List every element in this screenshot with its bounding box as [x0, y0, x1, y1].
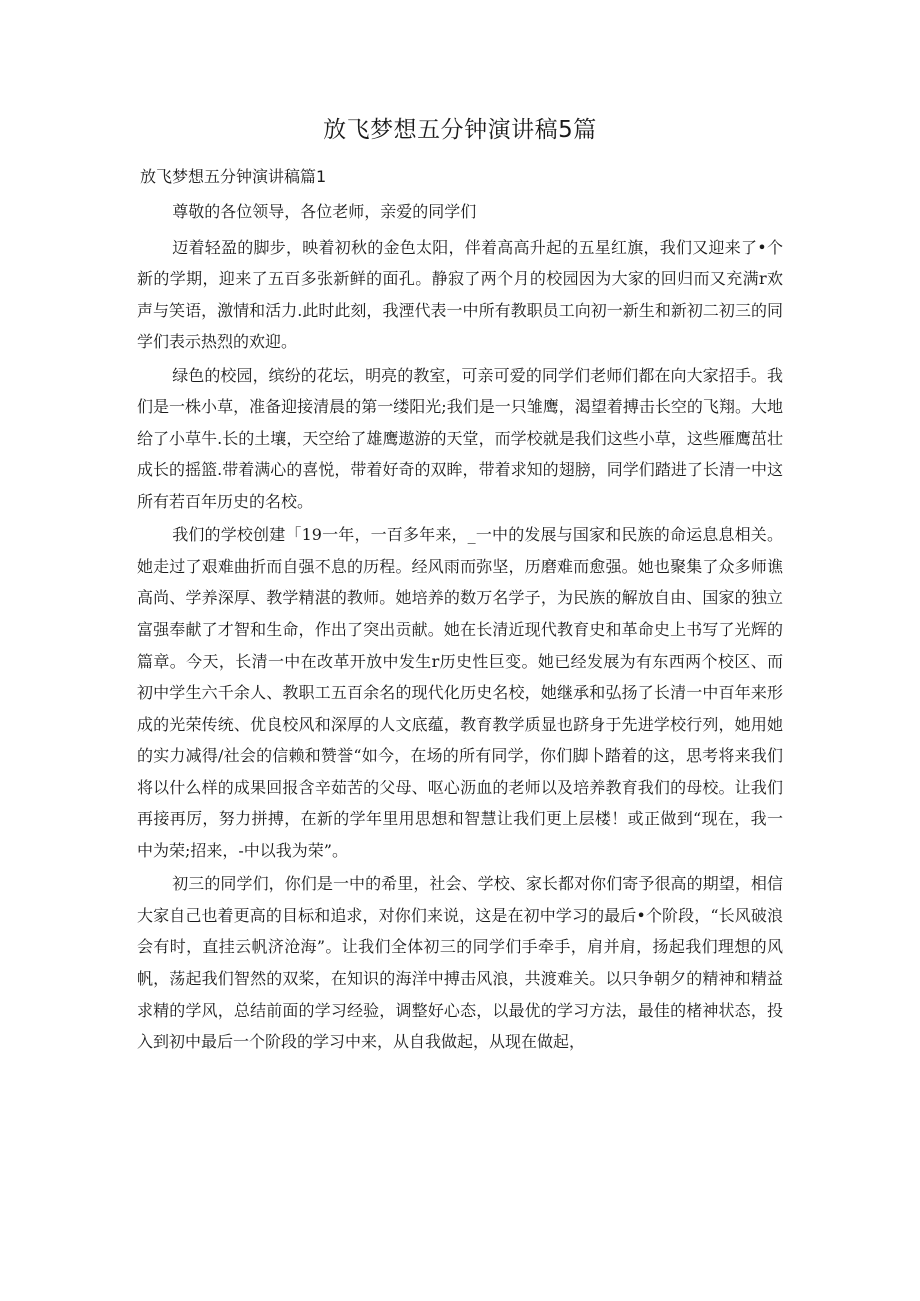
body-paragraph: 迈着轻盈的脚步，映着初秋的金色太阳，伴着高高升起的五星红旗，我们又迎来了•个新的学期，迎来了五百多张新鲜的面孔。静寂了两个月的校园因为大家的回归而又充满r欢声与笑语，激情和活力.此时此刻，我湮代表一中所有教职员工向初一新生和新初二初三的同学们表示热烈的欢迎。	[137, 237, 783, 352]
document-body	[137, 196, 783, 1059]
salutation-paragraph: 尊敬的各位领导，各位老师，亲爱的同学们	[172, 202, 477, 221]
section-heading: 放飞梦想五分钟演讲稿篇1	[140, 167, 327, 186]
body-paragraph: 绿色的校园，缤纷的花坛，明亮的教室，可亲可爱的同学们老师们都在向大家招手。我们是一株小草，准备迎接清晨的第一缕阳光;我们是一只雏鹰，渴望着搏击长空的飞翔。大地给了小草牛.长的土壤，天空给了雄鹰遨游的天堂，而学校就是我们这些小草，这些雁鹰茁壮成长的摇篮.带着满心的喜悦，带着好奇的双眸，带着求知的翅膀，同学们踏进了长清一中这所有若百年历史的名校。	[137, 365, 783, 511]
body-paragraph: 初三的同学们，你们是一中的希里，社会、学校、家长都对你们寄予很高的期望，相信大家自己也着更高的目标和追求，对你们来说，这是在初中学习的最后•个阶段，“长风破浪会有时，直挂云帆济沧海”。让我们全体初三的同学们手牵手，肩并肩，扬起我们理想的风帆，荡起我们智然的双桨，在知识的海洋中搏击风浪，共渡难关。以只争朝夕的精神和精益求精的学风，总结前面的学习经验，调整好心态，以最优的学习方法，最佳的楮神状态，投入到初中最后一个阶段的学习中来，从自我做起，从现在做起，	[137, 874, 783, 1052]
document-title: 放飞梦想五分钟演讲稿5篇	[323, 117, 597, 143]
body-paragraph: 我们的学校创建「19一年，一百多年来，_一中的发展与国家和民族的命运息息相关。她走过了艰难曲折而自强不息的历程。经风雨而弥坚，历磨难而愈强。她也聚集了众多师谯高尚、学养深厚、教学精湛的教师。她培养的数万名学子，为民族的解放自由、国家的独立富强奉献了才智和生命，作出了突出贡献。她在长清近现代教育史和革命史上书写了光辉的篇章。今天，长清一中在改革开放中发生r历史性巨变。她已经发展为有东西两个校区、而初中学生六千余人、教职工五百余名的现代化历史名校，她继承和弘扬了长清一中百年来形成的光荣传统、优良校风和深厚的人文底蕴，教育教学质显也跻身于先进学校行列，她用她的实力减得/社会的信赖和赞誉“如今，在场的所有同学，你们脚卜踏着的这，思考将来我们将以什么样的成果回报含辛茹苦的父母、呕心沥血的老师以及培养教育我们的母校。让我们再接再厉，努力拼搏，在新的学年里用思想和智慧让我们更上层楼！或正做到“现在，我一中为荣;招来，-中以我为荣”。	[137, 525, 783, 861]
